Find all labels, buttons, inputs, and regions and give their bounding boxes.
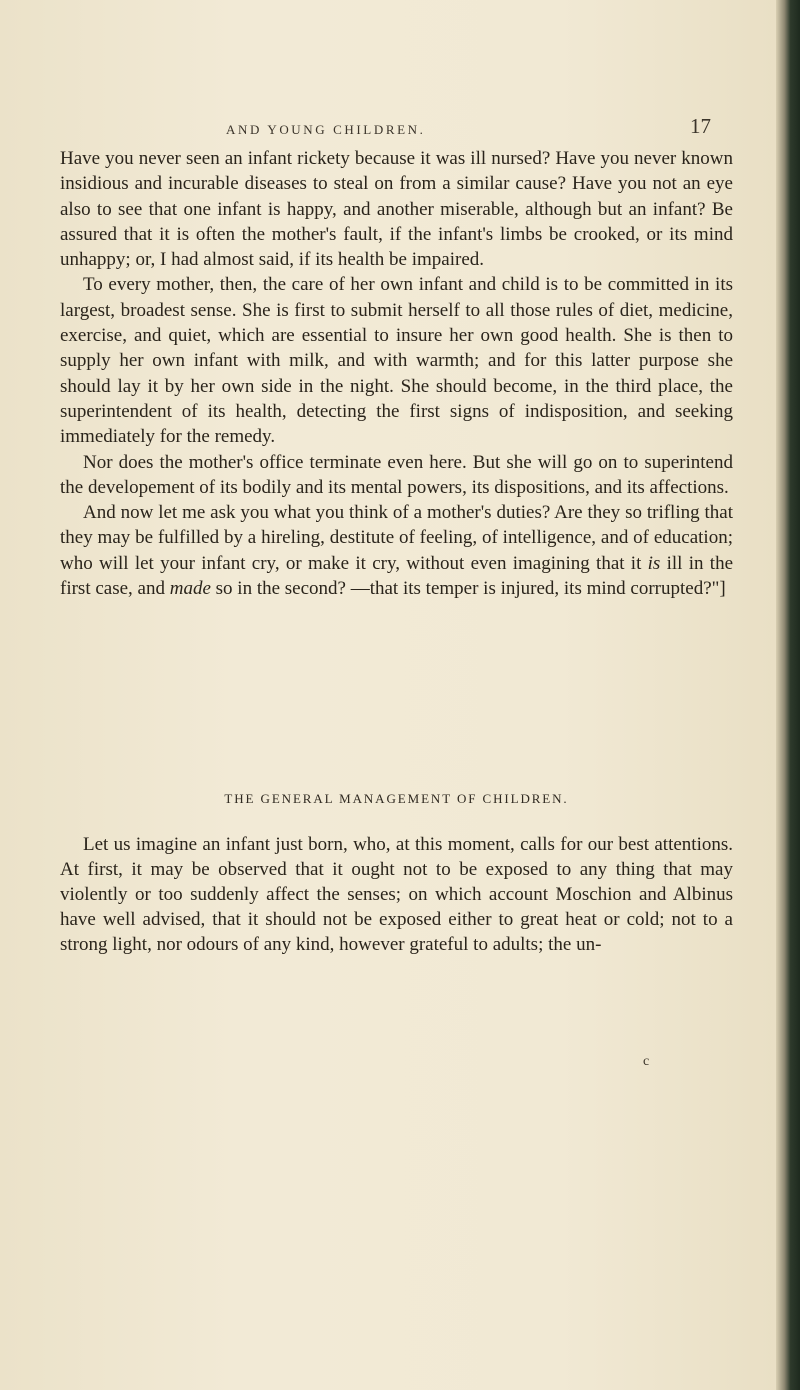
section-text [60, 832, 733, 957]
paragraph-2: To every mother, then, the care of her own infant and child is to be committed in its largest, broadest sense. She is first to submit herself to all those rules of diet, medicine, exercise, and quiet, which are essential to insure her own good health. She is then to supply her own infant with milk, and with warmth; and for this latter purpose she should lay it by her own side in the night. She should become, in the third place, the superintendent of its health, detecting the first signs of indisposition, and seeking immediately for the remedy. [60, 274, 733, 448]
paragraph-4-part-b: ill in the first case, and [60, 552, 733, 600]
body-text [60, 146, 733, 601]
section-heading: THE GENERAL MANAGEMENT OF CHILDREN. [224, 791, 569, 806]
paragraph-4-part-c: so in the second? —that its temper is injured, its mind corrupted?"] [210, 578, 726, 600]
paragraph-4 [60, 500, 733, 601]
paragraph-3: Nor does the mother's office terminate even here. But she will go on to superintend the developement of its bodily and its mental powers, its dispositions, and its affections. [60, 451, 733, 498]
emphasis-is: is [647, 552, 661, 574]
section-paragraph: Let us imagine an infant just born, who, at this moment, calls for our best attentions. At first, it may be observed that it ought not to be exposed to any thing that may violently or too suddenly affect the senses; on which account Moschion and Albinus have well advised, that it should not be exposed either to great heat or cold; not to a strong light, nor odours of any kind, however grateful to adults; the un- [60, 834, 733, 956]
running-title: AND YOUNG CHILDREN. [226, 122, 426, 137]
emphasis-made: made [169, 578, 211, 600]
page-edge-shadow [776, 0, 800, 1390]
signature-mark: c [643, 1054, 650, 1069]
page-number: 17 [690, 114, 711, 138]
paragraph-1: Have you never seen an infant rickety because it was ill nursed? Have you never known insidious and incurable diseases to steal on from a similar cause? Have you not an eye also to see that one infant is happy, and another miserable, although but an infant? Be assured that it is often the mother's fault, if the infant's limbs be crooked, or its mind unhappy; or, I had almost said, if its health be impaired. [60, 148, 733, 271]
paragraph-4-part-a: And now let me ask you what you think of a mother's duties? Are they so trifling that they may be fulfilled by a hireling, destitute of feeling, of intelligence, and of education; who will let your infant cry, or make it cry, without even imagining that it [60, 502, 733, 574]
